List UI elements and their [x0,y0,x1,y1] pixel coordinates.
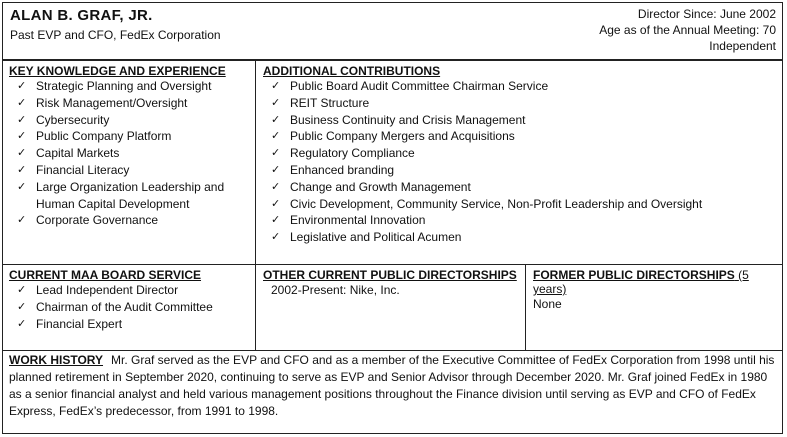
list-item: ✓ Financial Expert [9,316,249,333]
list-item: ✓ Corporate Governance [9,212,249,229]
director-profile-card [2,2,783,434]
former-directorships-section [533,268,778,313]
work-history-section [9,352,779,420]
additional-contributions-title: ADDITIONAL CONTRIBUTIONS [263,64,441,78]
director-title: Past EVP and CFO, FedEx Corporation [10,28,221,42]
other-directorships-value: 2002-Present: Nike, Inc. [271,283,400,297]
former-directorships-title [533,268,778,296]
list-item: ✓ REIT Structure [263,95,778,112]
list-item: ✓ Public Company Mergers and Acquisitions [263,128,778,145]
list-item: ✓ Capital Markets [9,145,249,162]
list-item: ✓ Regulatory Compliance [263,145,778,162]
former-directorships-title-text: FORMER PUBLIC DIRECTORSHIPS [533,268,735,282]
director-since: Director Since: June 2002 [637,7,776,21]
list-item: ✓ Change and Growth Management [263,179,778,196]
work-history-text: Mr. Graf served as the EVP and CFO and as a member of the Executive Committee of FedEx Corporation from 1998 until his planned retirement in September 2020, continuing to serve as EVP and Senior Advisor through December 2020. Mr. Graf joined FedEx in 1980 as a senior financial analyst and held various management positions throughout the Finance division until serving as EVP and CFO of FedEx Express, FedEx’s predecessor, from 1991 to 1998. [9,353,775,418]
director-details [599,6,776,54]
row-divider [3,264,782,265]
list-item: ✓ Business Continuity and Crisis Management [263,112,778,129]
maa-board-list [9,282,249,332]
list-item: ✓ Financial Literacy [9,162,249,179]
list-item: ✓ Legislative and Political Acumen [263,229,778,246]
additional-contributions-list [263,78,778,246]
other-directorships-title: OTHER CURRENT PUBLIC DIRECTORSHIPS [263,268,517,282]
list-item: ✓ Strategic Planning and Oversight [9,78,249,95]
list-item: ✓ Public Company Platform [9,128,249,145]
additional-contributions-section [263,64,778,246]
key-knowledge-list [9,78,249,229]
list-item: ✓ Environmental Innovation [263,212,778,229]
list-item: ✓ Lead Independent Director [9,282,249,299]
list-item: ✓ Civic Development, Community Service, Non-Profit Leadership and Oversight [263,196,778,213]
list-item: ✓ Risk Management/Oversight [9,95,249,112]
list-item: ✓ Public Board Audit Committee Chairman Service [263,78,778,95]
independence-status: Independent [709,39,776,53]
other-directorships-section [263,268,523,299]
director-age: Age as of the Annual Meeting: 70 [599,23,776,37]
list-item: ✓ Enhanced branding [263,162,778,179]
former-directorships-value: None [533,297,562,311]
director-name: ALAN B. GRAF, JR. [10,7,153,24]
former-directorships-title-suffix: (5 years) [533,268,749,296]
row-divider [3,350,782,351]
key-knowledge-section [9,64,249,229]
maa-board-section [9,268,249,332]
column-divider [255,61,256,264]
list-item: ✓ Large Organization Leadership and Human Capital Development [9,179,249,213]
profile-header [3,3,782,61]
maa-board-title: CURRENT MAA BOARD SERVICE [9,268,202,282]
column-divider [525,264,526,350]
key-knowledge-title: KEY KNOWLEDGE AND EXPERIENCE [9,64,226,78]
column-divider [255,264,256,350]
work-history-title: WORK HISTORY [9,353,104,367]
list-item: ✓ Cybersecurity [9,112,249,129]
list-item: ✓ Chairman of the Audit Committee [9,299,249,316]
